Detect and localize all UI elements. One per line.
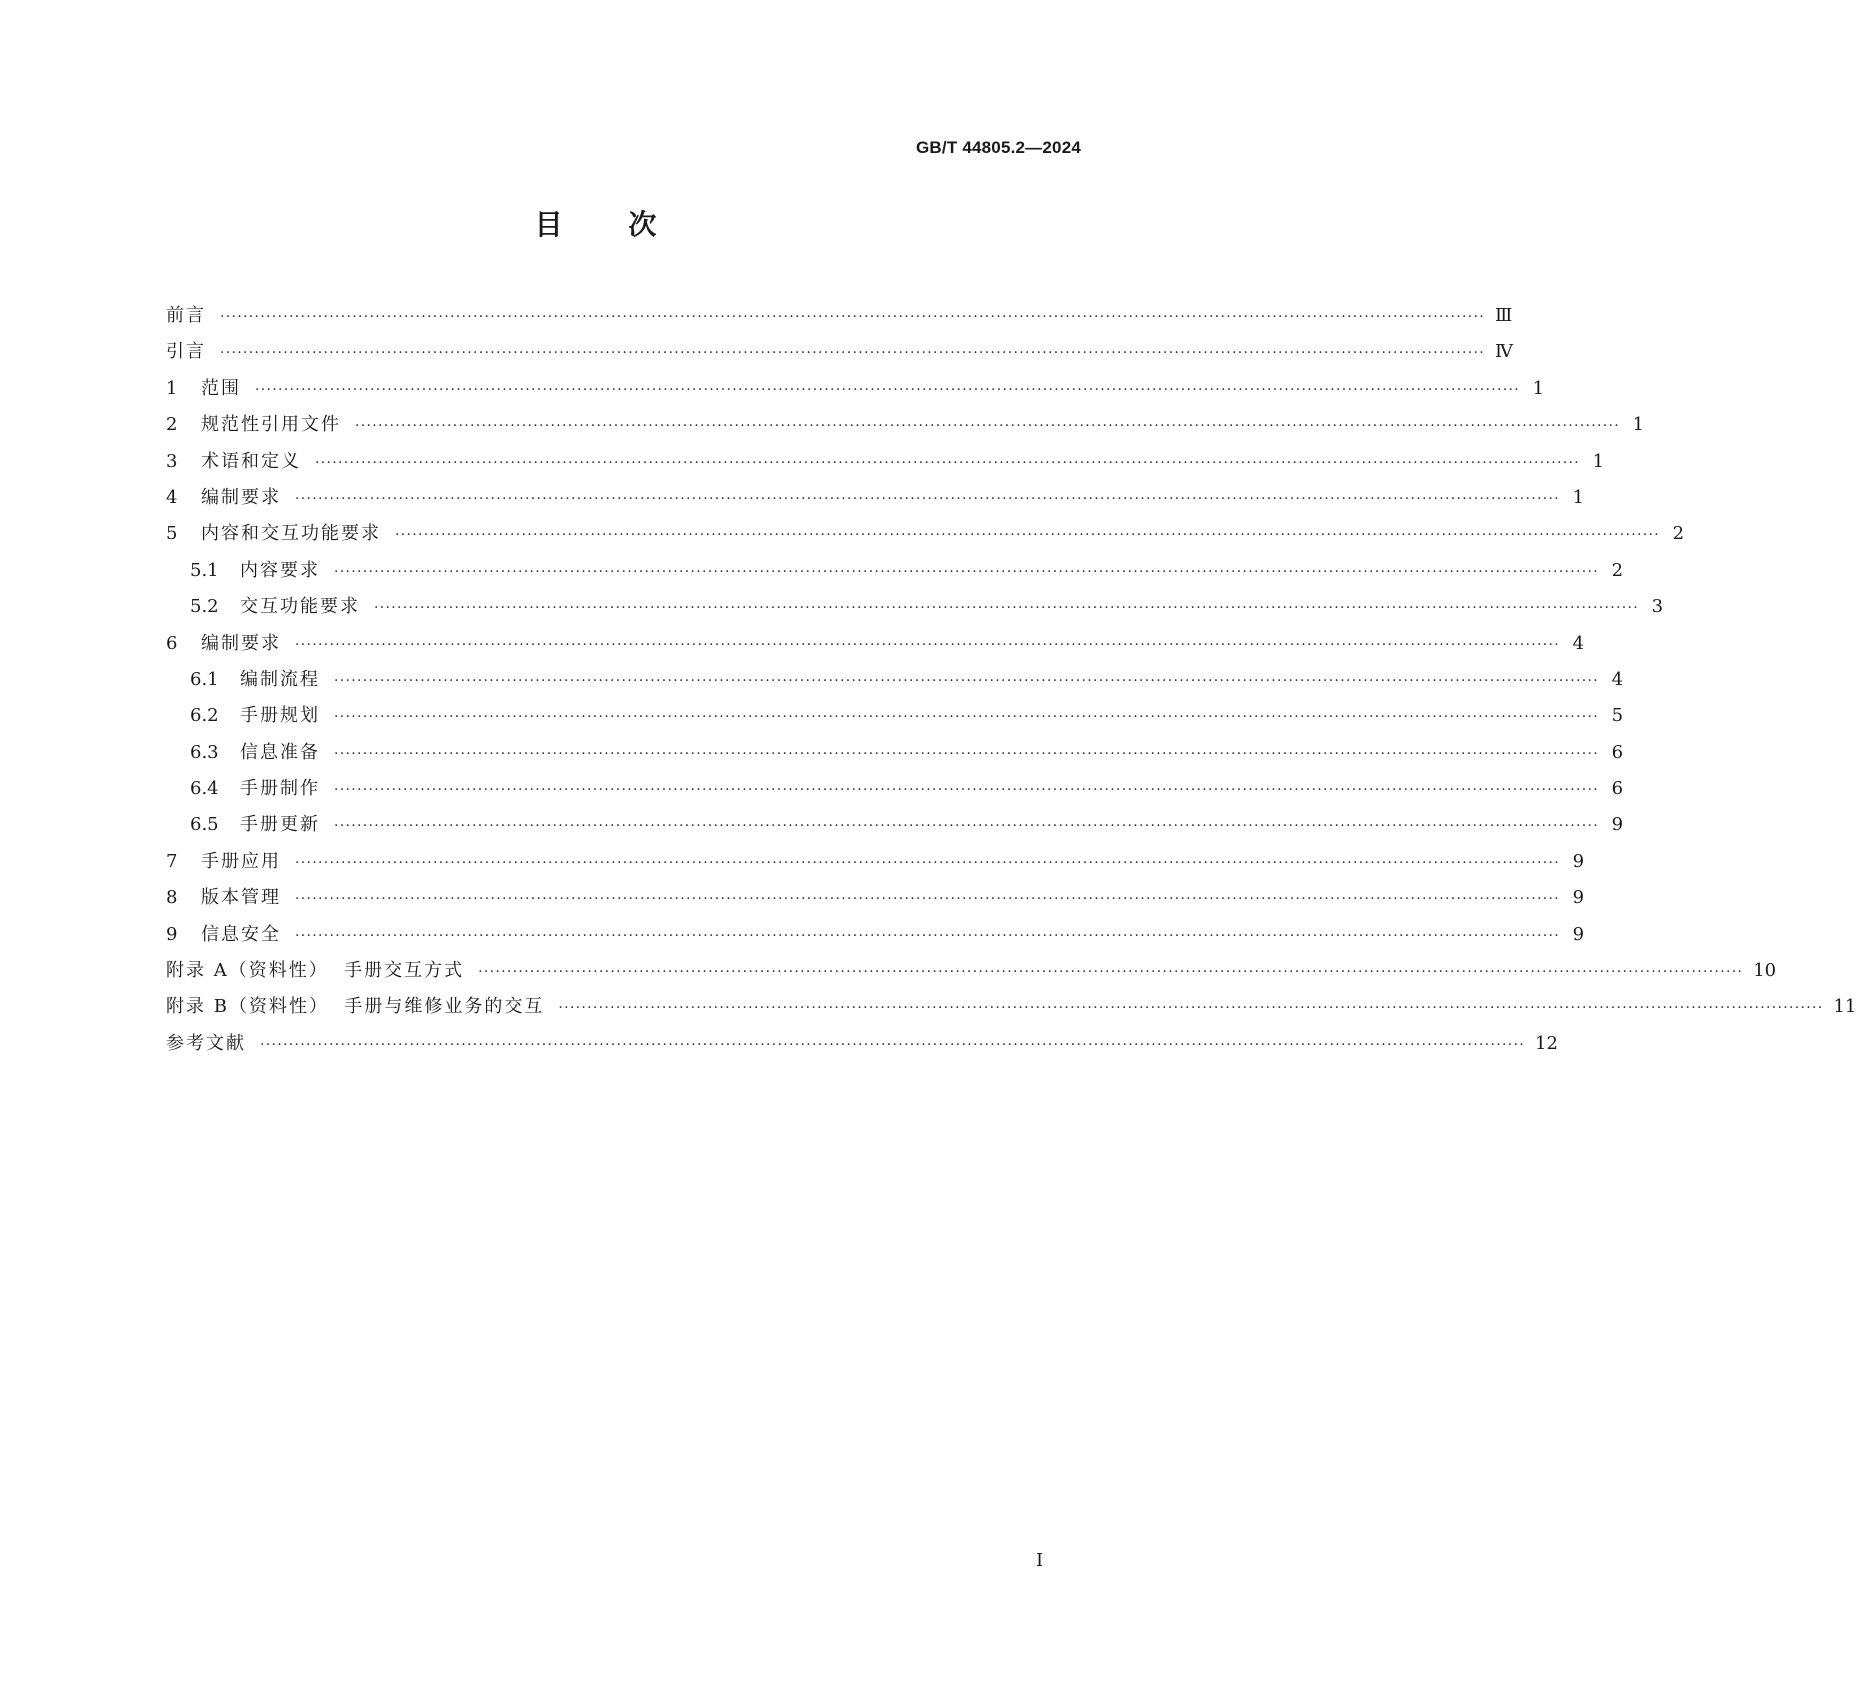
toc-entry-label: 术语和定义 xyxy=(201,450,301,472)
toc-entry-page: 2 xyxy=(1672,523,1685,545)
toc-entry-number: 5.2 xyxy=(190,596,219,618)
toc-entry-label: 范围 xyxy=(201,377,241,399)
toc-entry-page: 9 xyxy=(1611,814,1624,836)
toc-entry-label: 前言 xyxy=(166,305,206,326)
page-title: 目 次 xyxy=(534,208,657,241)
toc-entry-number: 6.5 xyxy=(190,814,219,836)
toc-leader: ···························································································································································································································· xyxy=(374,600,1640,617)
toc-leader: ···························································································································································································································· xyxy=(334,818,1600,835)
toc-entry-label: 附录 A（资料性） 手册交互方式 xyxy=(166,960,465,982)
toc-entry[interactable] xyxy=(166,701,1624,737)
toc-leader: ···························································································································································································································· xyxy=(295,636,1561,653)
toc-entry-label: 附录 B（资料性） 手册与维修业务的交互 xyxy=(166,996,545,1018)
toc-leader: ···························································································································································································································· xyxy=(220,309,1486,325)
toc-entry-page: 6 xyxy=(1611,778,1624,800)
toc-entry[interactable] xyxy=(166,992,1856,1028)
toc-entry-number: 7 xyxy=(166,850,178,872)
toc-leader: ···························································································································································································································· xyxy=(355,418,1621,435)
toc-entry[interactable] xyxy=(166,483,1585,519)
toc-entry[interactable] xyxy=(166,629,1585,665)
toc-entry-label: 手册应用 xyxy=(201,850,281,872)
toc-entry[interactable] xyxy=(166,1029,1558,1065)
toc-entry-page: Ⅳ xyxy=(1495,341,1514,363)
toc-entry-label: 内容和交互功能要求 xyxy=(201,523,381,545)
toc-entry-page: 9 xyxy=(1572,923,1585,945)
toc-entry-page: 1 xyxy=(1532,377,1545,399)
toc-leader: ···························································································································································································································· xyxy=(315,454,1581,471)
toc-entry[interactable] xyxy=(166,301,1513,337)
toc-entry-page: 11 xyxy=(1833,996,1856,1018)
toc-leader: ···························································································································································································································· xyxy=(334,672,1600,689)
toc-entry[interactable] xyxy=(166,556,1624,592)
toc-leader: ···························································································································································································································· xyxy=(295,891,1561,908)
toc-entry-page: 12 xyxy=(1535,1032,1558,1054)
toc-entry-number: 1 xyxy=(166,377,178,399)
toc-leader: ···························································································································································································································· xyxy=(478,964,1744,981)
page-number: Ⅰ xyxy=(1036,1550,1044,1571)
toc-entry[interactable] xyxy=(166,774,1624,810)
toc-leader: ···························································································································································································································· xyxy=(334,745,1600,762)
toc-entry[interactable] xyxy=(166,337,1514,373)
toc-entry-number: 5.1 xyxy=(190,559,219,581)
standard-code: GB/T 44805.2—2024 xyxy=(916,138,1081,157)
toc-entry-label: 手册制作 xyxy=(240,778,320,800)
toc-entry-page: 4 xyxy=(1611,668,1624,690)
toc-entry-number: 6.4 xyxy=(190,778,219,800)
toc-entry-page: Ⅲ xyxy=(1495,305,1513,326)
toc-entry[interactable] xyxy=(166,665,1624,701)
toc-entry[interactable] xyxy=(166,883,1585,919)
toc-entry[interactable] xyxy=(166,374,1545,410)
toc-leader: ···························································································································································································································· xyxy=(220,345,1486,362)
toc-entry-page: 1 xyxy=(1592,450,1605,472)
toc-entry-label: 交互功能要求 xyxy=(240,596,360,618)
toc-entry-number: 5 xyxy=(166,523,178,545)
toc-entry-page: 2 xyxy=(1611,559,1624,581)
toc-leader: ···························································································································································································································· xyxy=(295,927,1561,944)
toc-entry-label: 编制要求 xyxy=(201,632,281,654)
toc-leader: ···························································································································································································································· xyxy=(334,782,1600,799)
toc-entry-number: 6 xyxy=(166,632,178,654)
toc-entry-label: 引言 xyxy=(166,341,206,363)
toc-entry-page: 4 xyxy=(1572,632,1585,654)
toc-entry-label: 编制要求 xyxy=(201,486,281,508)
toc-entry-page: 1 xyxy=(1632,414,1645,436)
toc-entry-page: 10 xyxy=(1753,960,1777,982)
toc-entry[interactable] xyxy=(166,592,1664,628)
toc-leader: ···························································································································································································································· xyxy=(334,709,1600,726)
toc-leader: ···························································································································································································································· xyxy=(295,854,1561,871)
toc-entry[interactable] xyxy=(166,920,1585,956)
toc-entry-label: 版本管理 xyxy=(201,887,281,909)
toc-leader: ···························································································································································································································· xyxy=(334,563,1600,580)
toc-leader: ···························································································································································································································· xyxy=(255,381,1521,398)
toc-entry[interactable] xyxy=(166,810,1624,846)
toc-entry-label: 规范性引用文件 xyxy=(201,414,341,436)
toc-entry-label: 内容要求 xyxy=(240,559,320,581)
toc-leader: ···························································································································································································································· xyxy=(260,1036,1526,1053)
toc-entry-label: 手册更新 xyxy=(240,814,320,836)
toc-entry-number: 9 xyxy=(166,923,178,945)
toc-entry[interactable] xyxy=(166,956,1777,992)
toc-entry-label: 信息安全 xyxy=(201,923,281,945)
toc-entry-number: 3 xyxy=(166,450,178,472)
toc-entry-number: 6.2 xyxy=(190,705,219,727)
table-of-contents xyxy=(166,301,1856,1065)
toc-leader: ···························································································································································································································· xyxy=(295,490,1561,507)
toc-entry-label: 参考文献 xyxy=(166,1032,246,1054)
toc-entry[interactable] xyxy=(166,519,1685,555)
toc-entry-page: 6 xyxy=(1611,741,1624,763)
toc-entry[interactable] xyxy=(166,847,1585,883)
toc-entry-page: 9 xyxy=(1572,887,1585,909)
toc-entry-number: 6.1 xyxy=(190,668,219,690)
toc-entry[interactable] xyxy=(166,738,1624,774)
toc-entry-label: 信息准备 xyxy=(240,741,320,763)
toc-entry-number: 4 xyxy=(166,486,178,508)
toc-leader: ···························································································································································································································· xyxy=(558,1000,1824,1017)
toc-entry[interactable] xyxy=(166,410,1645,446)
toc-entry-page: 3 xyxy=(1651,596,1664,618)
toc-entry-number: 8 xyxy=(166,887,178,909)
toc-entry-label: 手册规划 xyxy=(240,705,320,727)
toc-entry-number: 6.3 xyxy=(190,741,219,763)
toc-entry-page: 5 xyxy=(1611,705,1624,727)
toc-entry-label: 编制流程 xyxy=(240,668,320,690)
toc-entry-page: 1 xyxy=(1572,486,1585,508)
toc-entry-number: 2 xyxy=(166,414,178,436)
toc-entry-page: 9 xyxy=(1572,850,1585,872)
toc-entry[interactable] xyxy=(166,447,1605,483)
toc-leader: ···························································································································································································································· xyxy=(395,527,1661,544)
